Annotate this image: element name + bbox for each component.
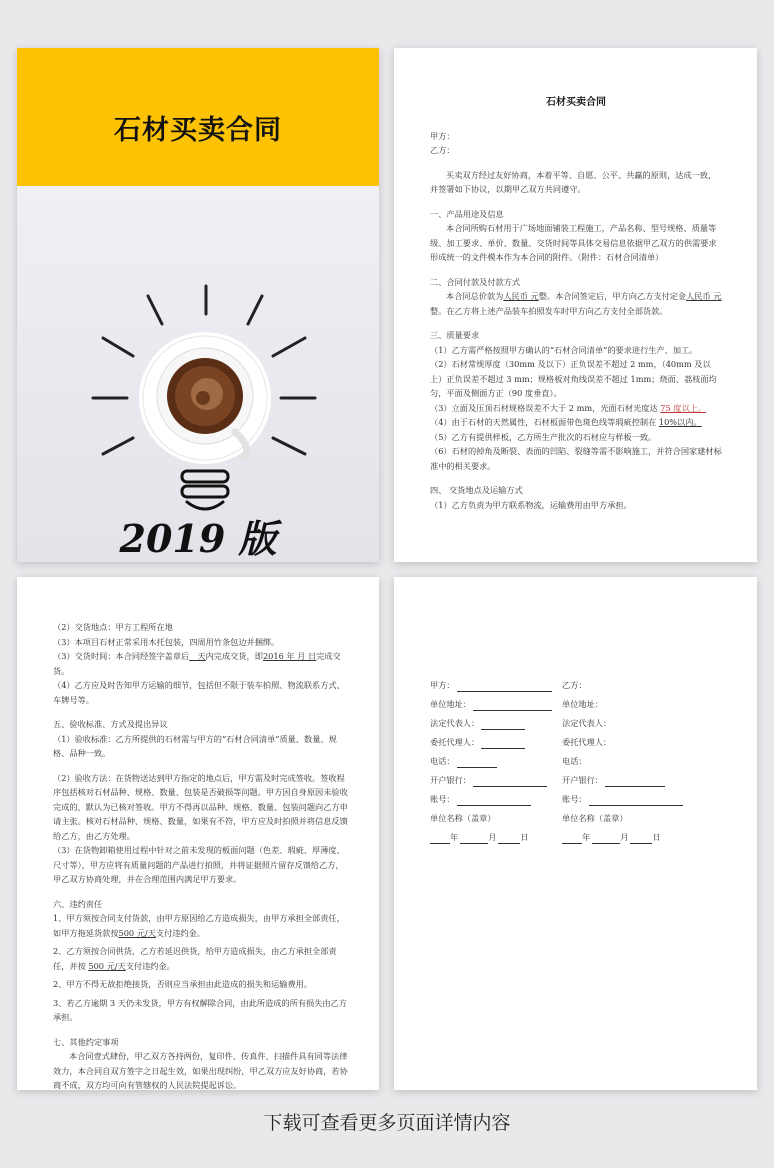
- field-label: 单位名称（盖章）: [430, 812, 496, 823]
- text: 内完成交货，即: [205, 651, 263, 661]
- date-month-label: 月: [620, 831, 629, 842]
- text: 支付违约金。: [155, 927, 206, 938]
- date-month-label: 月: [488, 831, 497, 842]
- blank-line: [430, 834, 450, 844]
- amount-blank: 人民币 元: [503, 291, 539, 301]
- party-a-label: 甲方：: [430, 130, 455, 141]
- date-year-label: 年: [582, 831, 591, 842]
- section-6-title: 六、违约责任: [53, 898, 103, 909]
- field-label: 单位地址：: [430, 698, 471, 709]
- footer-more-pages-link[interactable]: 下载可查看更多页面详情内容: [263, 1112, 511, 1134]
- section-7-body: 本合同壹式肆份，甲乙双方各持两份，复印件、传真件、扫描件具有同等法律效力，本合同自双方签字之日起生效，如果出现纠纷，甲乙双方应友好协商，若协商不成，双方均可向有管辖权的人民法院提起诉讼。: [53, 1051, 348, 1090]
- signature-row: [430, 711, 730, 730]
- quality-item-5: （5）乙方有提供样板，乙方所生产批次的石材应与样板一致。: [430, 431, 657, 442]
- field-label: 委托代理人：: [430, 736, 480, 747]
- inspection-item-3: （3）在货物卸箱使用过程中针对之前未发现的板面问题（色差、瑕疵、厚薄度、尺寸等），甲方应将有质量问题的产品进行拍照，并将证据照片留存反馈给乙方，甲乙双方协商处理，并在合理范围内满足甲方要求。: [53, 845, 345, 884]
- text: （3）交货时间：本合同经签字盖章后: [53, 651, 190, 661]
- blank-line: [457, 758, 497, 768]
- contract-title: 石材买卖合同: [546, 97, 606, 108]
- field-label: 账号：: [562, 793, 587, 804]
- signature-date-row: [430, 825, 730, 844]
- signature-row: [430, 749, 730, 768]
- section-2-title: 二、合同付款及付款方式: [430, 276, 521, 287]
- penalty-blank: 500 元/天: [118, 927, 156, 938]
- section-3-title: 三、质量要求: [430, 330, 480, 340]
- signature-row: [430, 787, 730, 806]
- blank-line: [481, 720, 525, 730]
- section-2-line-1: [430, 289, 722, 304]
- contract-page-3: [394, 577, 757, 1090]
- section-2-line-2: 整。在乙方将上述产品装车拍照发车时甲方向乙方支付全部货款。: [430, 305, 668, 316]
- signature-row: [430, 806, 730, 825]
- quality-item-3: [430, 401, 722, 416]
- field-label: 电话：: [430, 755, 455, 766]
- inspection-item-2: （2）验收方法：在货物送达到甲方指定的地点后，甲方需及时完成签收。签收程序包括核对石材品种、规格、数量、包装是否破损等问题。甲方因自身原因未验收完成的，默认为已核对签收。甲方不得再以品种、规格、数量、包装问题向乙方申请主张。核对石材品种、规格、数量，如果有不符，甲方应及时拍照并将信息反馈给乙方，由乙方处理。: [53, 772, 348, 841]
- breach-item-3: 2、甲方不得无故拒绝接货，否则应当承担由此造成的损失和运输费用。: [53, 979, 313, 989]
- lightbulb-coffee-icon: [17, 186, 379, 562]
- contract-page-2: [17, 577, 379, 1090]
- date-year-label: 年: [450, 831, 459, 842]
- breach-item-4: 3、若乙方逾期 3 天仍未发货，甲方有权解除合同，由此所造成的所有损失由乙方承担。: [53, 997, 347, 1022]
- blank-line: [589, 796, 683, 806]
- highlight-text: 75 度以上。: [660, 402, 707, 413]
- cover-page: [17, 48, 379, 562]
- field-label: 乙方：: [562, 679, 587, 690]
- section-1-title: 一、产品用途及信息: [430, 208, 504, 219]
- signature-block: [430, 673, 730, 844]
- date-blank: 2016 年 月 日: [262, 651, 317, 661]
- field-label: 开户银行：: [430, 774, 471, 785]
- text: （3）立面及压顶石材规格误差不大于 2 mm，光面石材光度达: [430, 402, 661, 413]
- cover-version: 2019 版: [119, 516, 277, 561]
- blank-line: [473, 701, 552, 711]
- blank-line: [457, 682, 552, 692]
- section-7-title: 七、其他约定事项: [53, 1036, 119, 1047]
- date-day-label: 日: [520, 831, 529, 842]
- delivery-item-4: [53, 649, 349, 678]
- text: （4）由于石材的天然属性，石材板面带色斑色线等瑕疵控制在: [430, 417, 659, 427]
- delivery-item-3: （3）本项目石材正常采用木托包装，四周用竹条包边并捆绑。: [53, 636, 280, 647]
- signature-row: [430, 768, 730, 787]
- field-label: 委托代理人：: [562, 736, 612, 747]
- blank-line: [630, 834, 652, 844]
- field-label: 法定代表人：: [430, 717, 480, 728]
- deposit-blank: 人民币 元: [686, 291, 722, 301]
- delivery-item-1: （1）乙方负责为甲方联系物流，运输费用由甲方承担。: [430, 499, 632, 510]
- field-label: 单位名称（盖章）: [562, 812, 628, 823]
- field-label: 开户银行：: [562, 774, 603, 785]
- section-1-body: 本合同所购石材用于广场地面铺装工程施工，产品名称、型号规格、质量等级、加工要求、单价、数量、交货时间等具体交易信息依据甲乙双方的供需要求形成统一的文件模本作为本合同的附件。（附件：石材合同清单）: [430, 223, 717, 262]
- text: 2、乙方须按合同供货，乙方若延迟供货，给甲方造成损失，由乙方承担全部责任，并按: [53, 946, 337, 971]
- penalty-blank: 500 元/天: [88, 960, 126, 971]
- contract-page-1: [394, 48, 757, 562]
- date-day-label: 日: [652, 831, 661, 842]
- days-blank: __天: [189, 651, 206, 661]
- signature-row: [430, 692, 730, 711]
- highlight-text: 10%以内。: [658, 417, 702, 427]
- party-b-label: 乙方：: [430, 145, 455, 155]
- delivery-item-2: （2）交货地点：甲方工程所在地: [53, 622, 173, 632]
- blank-line: [473, 777, 547, 787]
- intro-paragraph: 买卖双方经过友好协商，本着平等、自愿、公平、共赢的原则，达成一致，并签署如下协议，以期甲乙双方共同遵守。: [430, 169, 717, 194]
- signature-row: [430, 730, 730, 749]
- section-4-title: 四、 交货地点及运输方式: [430, 485, 523, 495]
- field-label: 电话：: [562, 755, 587, 766]
- delivery-item-5: （4）乙方应及时告知甲方运输的细节，包括但不限于装车拍照、物流联系方式、车牌号等。: [53, 680, 345, 705]
- field-label: 单位地址：: [562, 698, 603, 709]
- field-label: 账号：: [430, 793, 455, 804]
- text: 1、甲方须按合同支付货款，由甲方原因给乙方造成损失，由甲方承担全部责任，如甲方拖延货款按: [53, 913, 345, 938]
- quality-item-2: （2）石材常规厚度（30mm 及以下）正负误差不超过 2 mm，（40mm 及以上）正负误差不超过 3 mm；规格板对角线误差不超过 1mm；烧面、荔枝面均匀，平面及侧面方正（90 度垂直）。: [430, 359, 717, 398]
- breach-item-2: [53, 944, 349, 973]
- field-label: 法定代表人：: [562, 717, 612, 728]
- text: 本合同总价款为: [446, 291, 504, 301]
- signature-row: [430, 673, 730, 692]
- blank-line: [498, 834, 520, 844]
- text: 完成交货。: [53, 651, 341, 676]
- text: 整。本合同签定后，甲方向乙方支付定金: [538, 291, 687, 301]
- blank-line: [481, 739, 525, 749]
- breach-item-1: [53, 911, 349, 940]
- blank-line: [460, 834, 488, 844]
- inspection-item-1: （1）验收标准：乙方所提供的石材需与甲方的“石材合同清单”质量、数量、规格、品种一致。: [53, 733, 337, 758]
- field-label: 甲方：: [430, 679, 455, 690]
- section-5-title: 五、验收标准、方式及提出异议: [53, 719, 168, 729]
- blank-line: [592, 834, 620, 844]
- quality-item-1: （1）乙方需严格按照甲方确认的“石材合同清单”的要求进行生产、加工。: [430, 344, 698, 355]
- cover-title: 石材买卖合同: [114, 115, 282, 146]
- quality-item-4: [430, 415, 722, 430]
- blank-line: [562, 834, 582, 844]
- blank-line: [457, 796, 531, 806]
- blank-line: [605, 777, 665, 787]
- quality-item-6: （6）石材的掉角及断裂、表面的凹陷、裂缝等需不影响施工，并符合国家建材标准中的相关要求。: [430, 446, 722, 471]
- text: 支付违约金。: [125, 960, 175, 971]
